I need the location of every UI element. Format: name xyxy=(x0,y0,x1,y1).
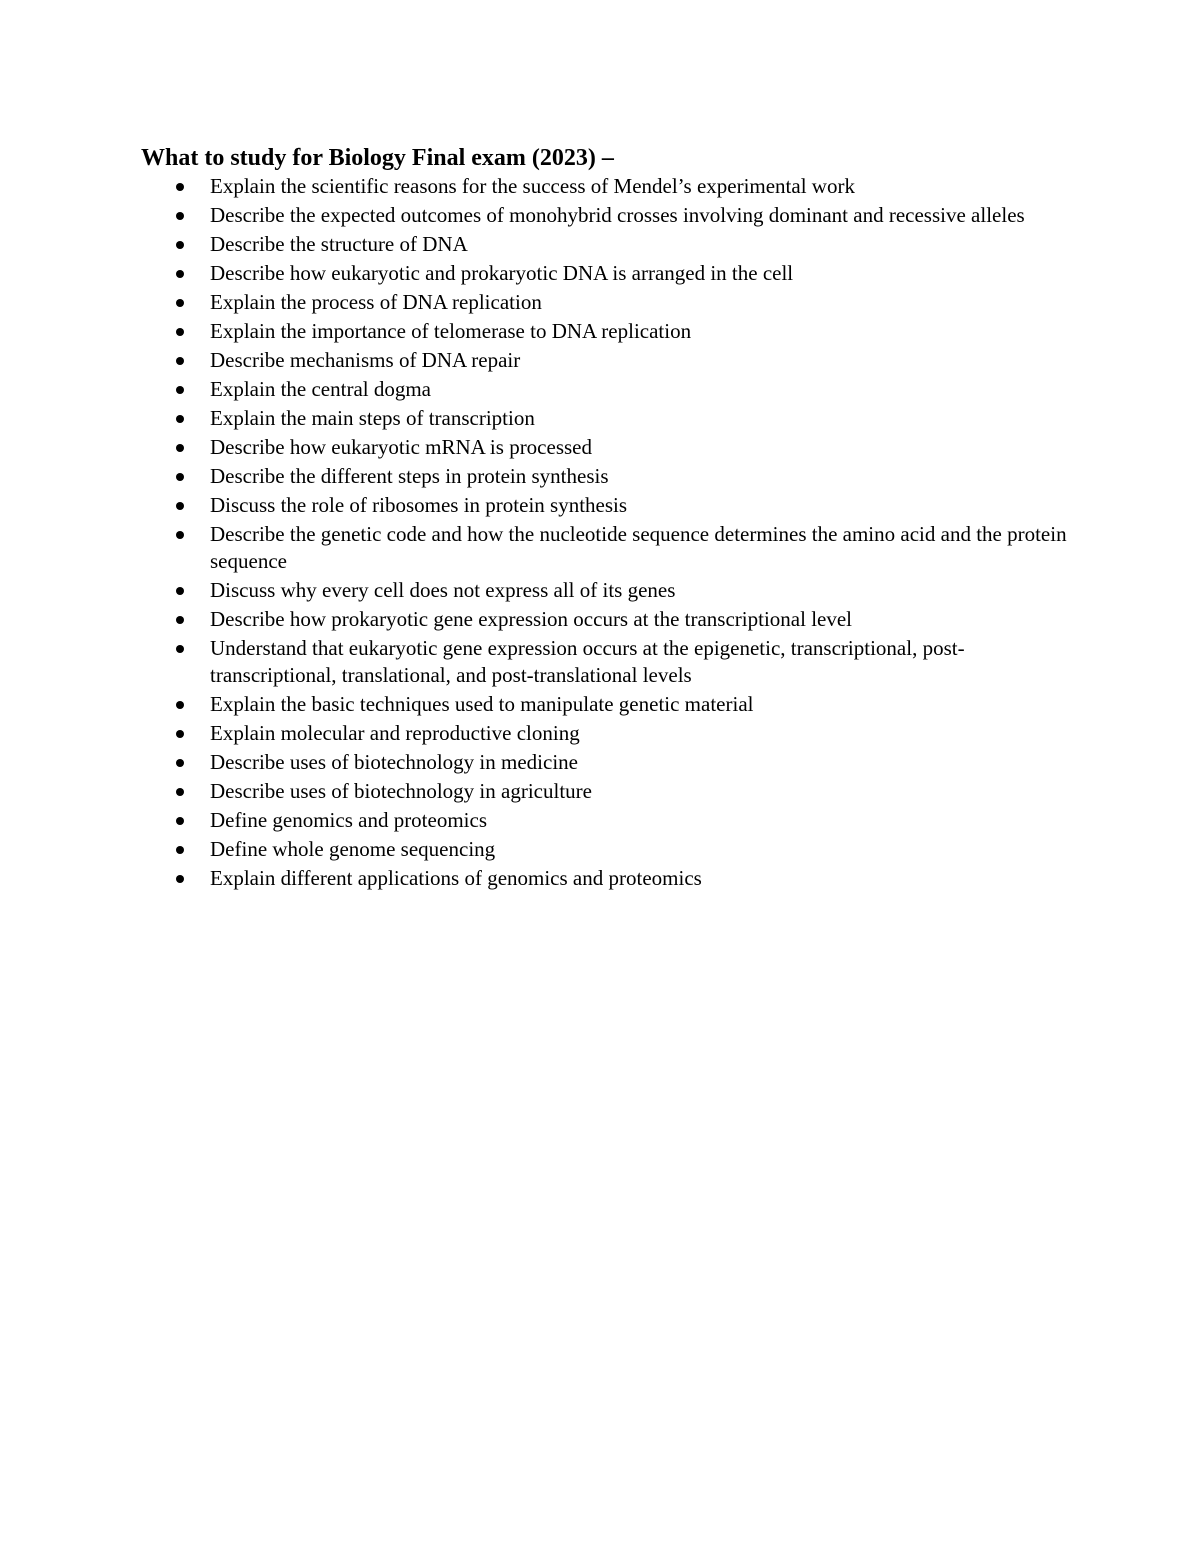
bullet-icon xyxy=(176,415,184,423)
bullet-icon xyxy=(176,846,184,854)
topic-text: Describe how eukaryotic mRNA is processed xyxy=(210,435,592,459)
topic-text: Define genomics and proteomics xyxy=(210,808,487,832)
list-item xyxy=(141,778,1071,805)
bullet-icon xyxy=(176,473,184,481)
bullet-icon xyxy=(176,357,184,365)
bullet-icon xyxy=(176,875,184,883)
bullet-icon xyxy=(176,645,184,653)
bullet-icon xyxy=(176,701,184,709)
list-item xyxy=(141,521,1071,575)
list-item xyxy=(141,720,1071,747)
topic-text: Discuss the role of ribosomes in protein synthesis xyxy=(210,493,628,517)
bullet-icon xyxy=(176,386,184,394)
bullet-icon xyxy=(176,444,184,452)
list-item xyxy=(141,749,1071,776)
list-item xyxy=(141,202,1071,229)
list-item xyxy=(141,318,1071,345)
topic-text: Describe how prokaryotic gene expression occurs at the transcriptional level xyxy=(210,607,853,631)
bullet-icon xyxy=(176,299,184,307)
list-item xyxy=(141,691,1071,718)
list-item xyxy=(141,463,1071,490)
bullet-icon xyxy=(176,788,184,796)
bullet-icon xyxy=(176,270,184,278)
bullet-icon xyxy=(176,328,184,336)
list-item xyxy=(141,231,1071,258)
topic-text: Explain the importance of telomerase to DNA replication xyxy=(210,319,692,343)
topic-text: Explain the scientific reasons for the success of Mendel’s experimental work xyxy=(210,174,855,198)
bullet-icon xyxy=(176,817,184,825)
bullet-icon xyxy=(176,183,184,191)
list-item xyxy=(141,405,1071,432)
topic-text: Explain the main steps of transcription xyxy=(210,406,535,430)
bullet-icon xyxy=(176,587,184,595)
topic-text: Describe the expected outcomes of monohybrid crosses involving dominant and recessive alleles xyxy=(210,203,1025,227)
topic-text: Discuss why every cell does not express all of its genes xyxy=(210,578,676,602)
topic-text: Explain the basic techniques used to manipulate genetic material xyxy=(210,692,754,716)
topic-text: Describe mechanisms of DNA repair xyxy=(210,348,521,372)
topic-text: Define whole genome sequencing xyxy=(210,837,496,861)
list-item xyxy=(141,807,1071,834)
list-item xyxy=(141,289,1071,316)
topic-text: Describe the different steps in protein synthesis xyxy=(210,464,609,488)
list-item xyxy=(141,635,1071,689)
bullet-icon xyxy=(176,531,184,539)
topic-text: Understand that eukaryotic gene expression occurs at the epigenetic, transcriptional, post-transcriptional, translational, and post-translational levels xyxy=(210,636,965,687)
list-item xyxy=(141,606,1071,633)
bullet-icon xyxy=(176,616,184,624)
document-title: What to study for Biology Final exam (2023) – xyxy=(141,145,614,171)
topic-text: Describe the structure of DNA xyxy=(210,232,468,256)
list-item xyxy=(141,577,1071,604)
topic-text: Explain the process of DNA replication xyxy=(210,290,542,314)
list-item xyxy=(141,865,1071,892)
study-topics-list xyxy=(141,173,1071,892)
topic-text: Describe the genetic code and how the nucleotide sequence determines the amino acid and the protein sequence xyxy=(210,522,1067,573)
list-item xyxy=(141,492,1071,519)
bullet-icon xyxy=(176,212,184,220)
list-item xyxy=(141,376,1071,403)
topic-text: Describe uses of biotechnology in medicine xyxy=(210,750,578,774)
bullet-icon xyxy=(176,241,184,249)
topic-text: Explain the central dogma xyxy=(210,377,432,401)
topic-text: Explain molecular and reproductive cloning xyxy=(210,721,580,745)
list-item xyxy=(141,173,1071,200)
bullet-icon xyxy=(176,759,184,767)
bullet-icon xyxy=(176,502,184,510)
list-item xyxy=(141,347,1071,374)
topic-text: Describe uses of biotechnology in agriculture xyxy=(210,779,592,803)
list-item xyxy=(141,434,1071,461)
document-content xyxy=(141,143,1071,894)
topic-text: Explain different applications of genomics and proteomics xyxy=(210,866,702,890)
bullet-icon xyxy=(176,730,184,738)
list-item xyxy=(141,836,1071,863)
list-item xyxy=(141,260,1071,287)
topic-text: Describe how eukaryotic and prokaryotic DNA is arranged in the cell xyxy=(210,261,794,285)
